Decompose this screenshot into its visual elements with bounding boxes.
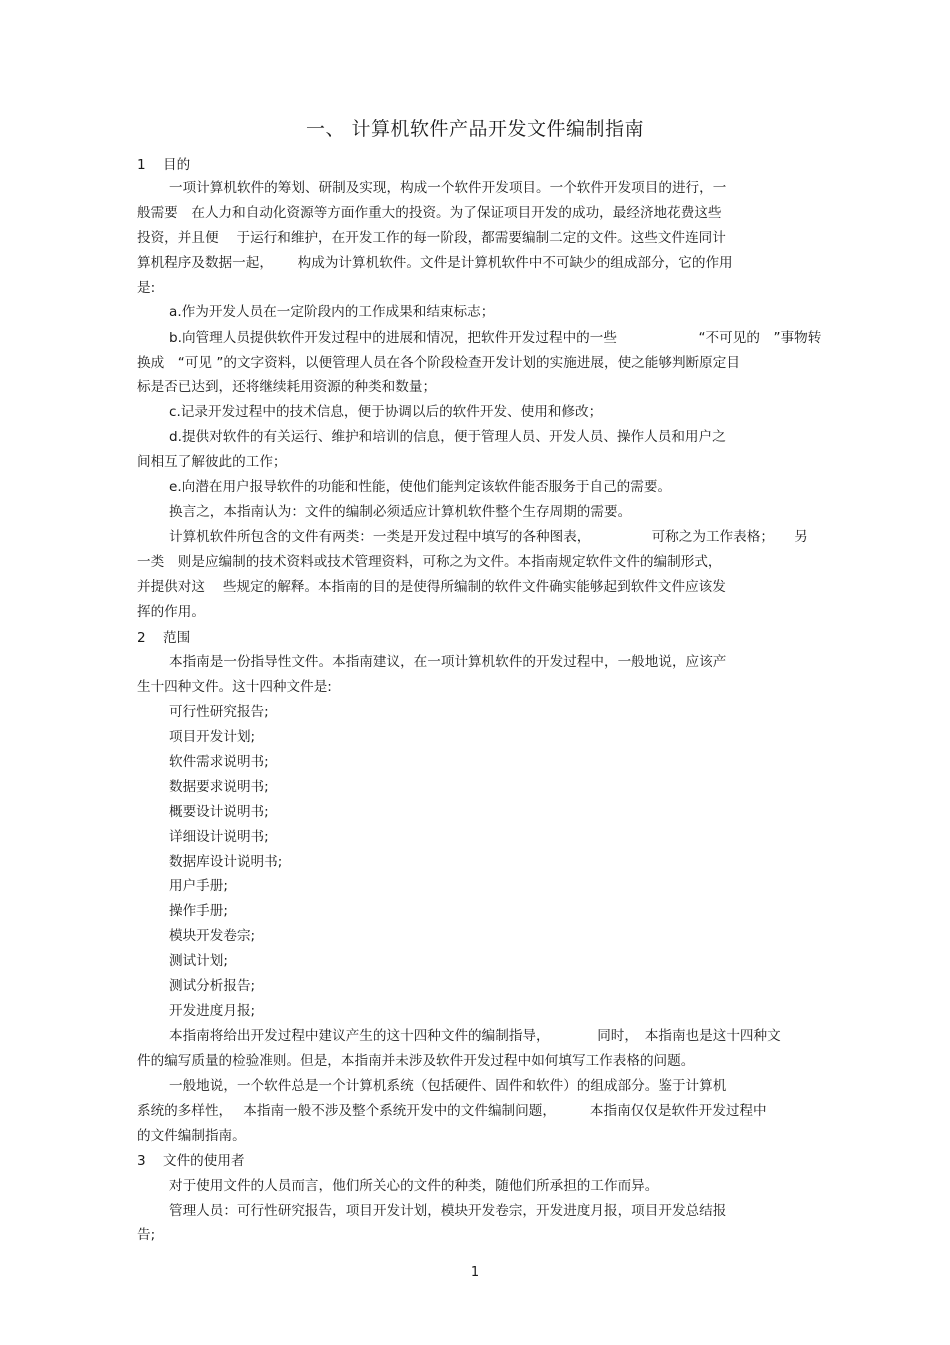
section-title: 文件的使用者: [163, 1153, 245, 1169]
section-3-heading: [137, 1152, 245, 1170]
paragraph-line: 告;: [137, 1227, 156, 1243]
section-number: 3: [137, 1153, 146, 1169]
document-list-item: 数据库设计说明书;: [169, 854, 283, 870]
document-list-item: 模块开发卷宗;: [169, 928, 256, 944]
list-item-b: b.向管理人员提供软件开发过程中的进展和情况，把软件开发过程中的一些 “不可见的 ”事物转: [169, 330, 822, 346]
paragraph-line: 投资，并且便 于运行和维护，在开发工作的每一阶段，都需要编制二定的文件。这些文件连同计: [137, 230, 726, 246]
page-number: 1: [470, 1265, 480, 1280]
paragraph-line: 并提供对这 些规定的解释。本指南的目的是使得所编制的软件文件确实能够起到软件文件应该发: [137, 579, 726, 595]
paragraph-line: 件的编写质量的检验准则。但是，本指南并未涉及软件开发过程中如何填写工作表格的问题。: [137, 1053, 695, 1069]
paragraph-line: 本指南将给出开发过程中建议产生的这十四种文件的编制指导， 同时， 本指南也是这十四种文: [169, 1028, 781, 1044]
paragraph-line: 挥的作用。: [137, 604, 205, 620]
paragraph-line: 间相互了解彼此的工作；: [137, 454, 287, 470]
document-list-item: 开发进度月报;: [169, 1003, 256, 1019]
paragraph-line: 一类 则是应编制的技术资料或技术管理资料，可称之为文件。本指南规定软件文件的编制形式，: [137, 554, 722, 570]
paragraph-line: 一项计算机软件的筹划、研制及实现，构成一个软件开发项目。一个软件开发项目的进行，一: [169, 180, 727, 196]
paragraph-line: 系统的多样性， 本指南一般不涉及整个系统开发中的文件编制问题， 本指南仅仅是软件开发过程中: [137, 1103, 767, 1119]
paragraph-line: 算机程序及数据一起， 构成为计算机软件。文件是计算机软件中不可缺少的组成部分，它的作用: [137, 255, 733, 271]
section-number: 2: [137, 630, 146, 646]
paragraph-line: 换言之，本指南认为：文件的编制必须适应计算机软件整个生存周期的需要。: [169, 504, 632, 520]
document-list-item: 测试分析报告;: [169, 978, 256, 994]
document-list-item: 用户手册;: [169, 878, 228, 894]
section-1-heading: [137, 156, 190, 174]
paragraph-line: 计算机软件所包含的文件有两类：一类是开发过程中填写的各种图表， 可称之为工作表格； 另: [169, 529, 808, 545]
paragraph-line: 管理人员：可行性研究报告，项目开发计划，模块开发卷宗，开发进度月报，项目开发总结报: [169, 1203, 727, 1219]
list-item-c: c.记录开发过程中的技术信息，便于协调以后的软件开发、使用和修改；: [169, 404, 603, 420]
paragraph-line: 对于使用文件的人员而言，他们所关心的文件的种类，随他们所承担的工作而异。: [169, 1178, 659, 1194]
paragraph-line: 生十四种文件。这十四种文件是:: [137, 679, 332, 695]
section-title: 范围: [163, 630, 191, 646]
document-list-item: 数据要求说明书;: [169, 779, 269, 795]
section-title: 目的: [163, 157, 191, 173]
paragraph-line: 标是否已达到，还将继续耗用资源的种类和数量；: [137, 379, 437, 395]
paragraph-line: 一般地说，一个软件总是一个计算机系统（包括硬件、固件和软件）的组成部分。鉴于计算机: [169, 1078, 727, 1094]
list-item-a: a.作为开发人员在一定阶段内的工作成果和结束标志；: [169, 304, 495, 320]
document-title: 一、 计算机软件产品开发文件编制指南: [305, 118, 645, 140]
document-list-item: 软件需求说明书;: [169, 754, 269, 770]
document-list-item: 详细设计说明书;: [169, 829, 269, 845]
list-item-d: d.提供对软件的有关运行、维护和培训的信息，便于管理人员、开发人员、操作人员和用户之: [169, 429, 726, 445]
document-list-item: 概要设计说明书;: [169, 804, 269, 820]
paragraph-line: 是:: [137, 280, 156, 296]
document-list-item: 测试计划;: [169, 953, 228, 969]
list-item-e: e.向潜在用户报导软件的功能和性能，使他们能判定该软件能否服务于自己的需要。: [169, 479, 672, 495]
paragraph-line: 般需要 在人力和自动化资源等方面作重大的投资。为了保证项目开发的成功，最经济地花费这些: [137, 205, 722, 221]
document-list-item: 可行性研究报告;: [169, 704, 269, 720]
section-2-heading: [137, 629, 190, 647]
paragraph-line: 的文件编制指南。: [137, 1128, 246, 1144]
paragraph-line: 换成 “可见 ”的文字资料，以便管理人员在各个阶段检查开发计划的实施进展，使之能够判断原定目: [137, 355, 740, 371]
document-list-item: 项目开发计划;: [169, 729, 256, 745]
document-list-item: 操作手册;: [169, 903, 228, 919]
paragraph-line: 本指南是一份指导性文件。本指南建议，在一项计算机软件的开发过程中，一般地说，应该产: [169, 654, 727, 670]
section-number: 1: [137, 157, 146, 173]
